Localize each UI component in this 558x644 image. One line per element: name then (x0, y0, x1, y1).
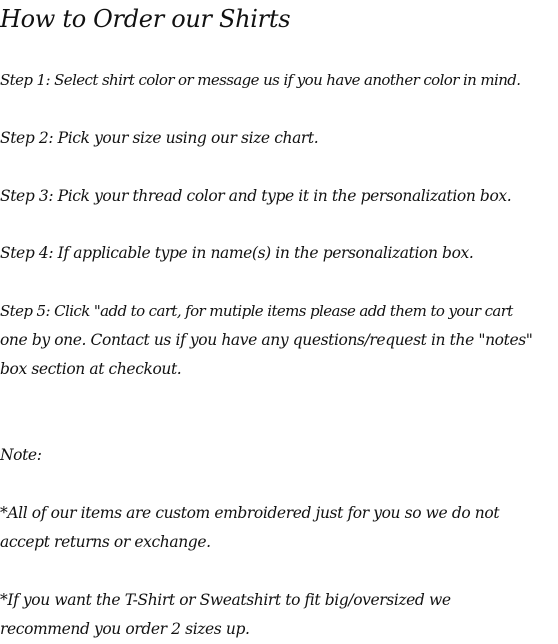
step-4-text: Step 4: If applicable type in name(s) in the personalization box. (0, 244, 474, 262)
note-label: Note: (0, 446, 42, 464)
step-5-text-line-3: box section at checkout. (0, 360, 182, 378)
note-item-1-line-1: *All of our items are custom embroidered just for you so we do not (0, 504, 500, 522)
step-1-text: Step 1: Select shirt color or message us if you have another color in mind. (0, 71, 521, 89)
note-item-2-line-2: recommend you order 2 sizes up. (0, 620, 250, 638)
note-item-1-line-2: accept returns or exchange. (0, 533, 211, 551)
step-5-text-line-2: one by one. Contact us if you have any questions/request in the "notes" (0, 331, 533, 349)
step-2-text: Step 2: Pick your size using our size chart. (0, 129, 319, 147)
note-item-2-line-1: *If you want the T-Shirt or Sweatshirt to fit big/oversized we (0, 591, 451, 609)
step-3-text: Step 3: Pick your thread color and type it in the personalization box. (0, 187, 512, 205)
step-5-text-line-1: Step 5: Click "add to cart, for mutiple items please add them to your cart (0, 302, 513, 320)
page-title: How to Order our Shirts (0, 5, 291, 33)
